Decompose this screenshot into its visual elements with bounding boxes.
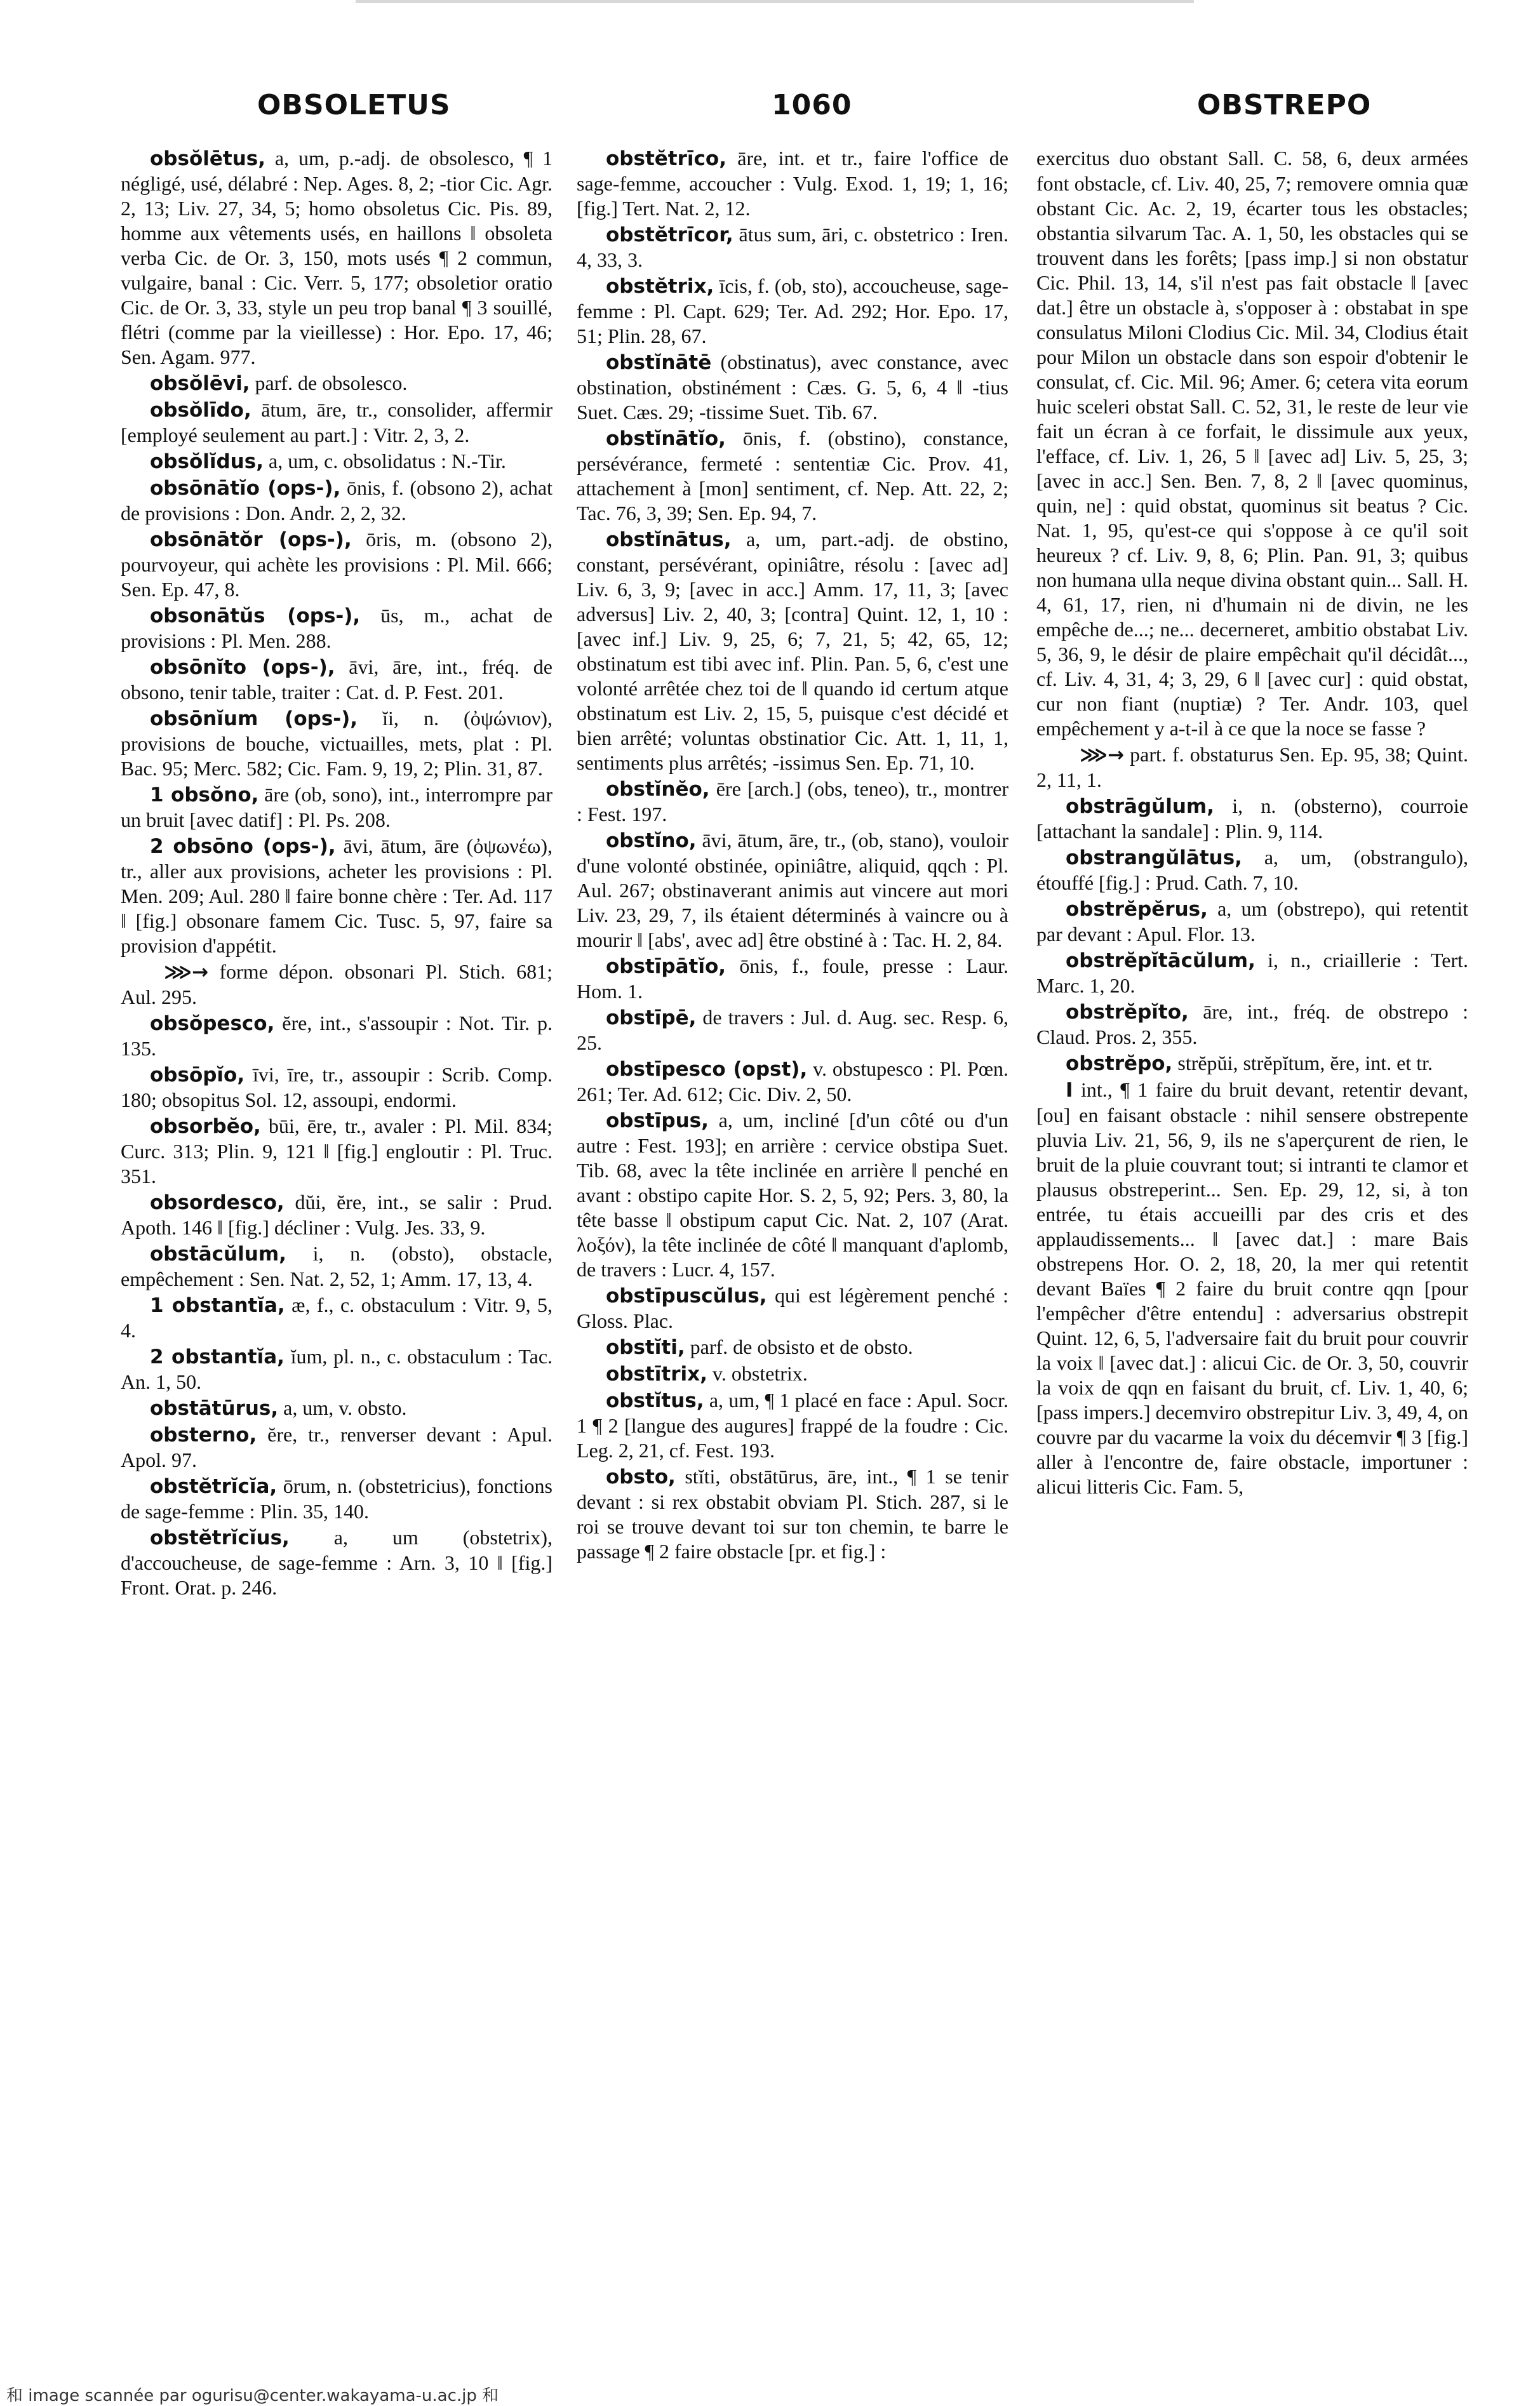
entry-headword: obstĭti, <box>606 1336 685 1359</box>
header-guide-word-left: OBSOLETUS <box>257 89 451 121</box>
scan-footer <box>0 2380 1540 2405</box>
entry-definition: v. obstupesco : Pl. Pœn. 261; Ter. Ad. 612; Cic. Div. 2, 50. <box>577 1057 1008 1106</box>
dictionary-entry <box>121 1190 552 1240</box>
entry-headword: obstĕtrīco, <box>606 147 726 170</box>
dictionary-entry <box>1036 794 1468 844</box>
entry-definition: a, um, p.-adj. de obsolesco, ¶ 1 négligé, usé, délabré : Nep. Ages. 8, 2; -tior Cic. Agr. 2, 13; Liv. 27, 34, 5; homo obsoletus Cic. Pis. 89, homme aux vêtements usés, en haillons ‖ obsoleta verba Cic. de Or. 3, 150, mots usés ¶ 2 commun, vulgaire, banal : Cic. Verr. 5, 177; obsoletior oratio Cic. de Or. 3, 33, style un peu trop banal ¶ 3 souillé, flétri (comme par la vieillesse) : Hor. Epo. 17, 46; Sen. Agam. 977. <box>121 147 552 368</box>
dictionary-entry <box>1036 1051 1468 1076</box>
entry-headword: obstĭno, <box>606 829 697 852</box>
footer-credit: 和 image scannée par ogurisu@center.wakayama-u.ac.jp 和 <box>6 2386 499 2405</box>
entry-headword: obstĕtrĭcĭus, <box>150 1527 290 1549</box>
entry-definition: i, n. (obsto), obstacle, empêchement : Sen. Nat. 2, 52, 1; Amm. 17, 13, 4. <box>121 1242 552 1290</box>
page-header <box>0 89 1540 140</box>
entry-headword: obstrangŭlātus, <box>1066 846 1242 869</box>
dictionary-entry <box>577 1335 1008 1360</box>
dictionary-entry <box>577 1388 1008 1463</box>
top-rule <box>356 0 1194 3</box>
dictionary-entry <box>121 959 552 1010</box>
dictionary-entry <box>577 828 1008 952</box>
entry-headword: obstĕtrīcor, <box>606 224 733 246</box>
entry-headword: 1 obstantĭa, <box>150 1294 285 1317</box>
entry-headword: 1 obsŏno, <box>150 784 259 806</box>
dictionary-entry <box>121 1344 552 1394</box>
dictionary-entry <box>577 777 1008 827</box>
dictionary-entry <box>121 655 552 705</box>
dictionary-entry <box>577 954 1008 1004</box>
entry-definition: æ, f., c. obstaculum : Vitr. 9, 5, 4. <box>121 1293 552 1342</box>
entry-headword: 2 obstantĭa, <box>150 1346 285 1368</box>
entry-definition: a, um, c. obsolidatus : N.-Tir. <box>268 450 506 472</box>
entry-headword: obsorbĕo, <box>150 1115 261 1138</box>
entry-definition: būi, ēre, tr., avaler : Pl. Mil. 834; Curc. 313; Plin. 9, 121 ‖ [fig.] engloutir : Pl. Truc. 351. <box>121 1114 552 1187</box>
entry-definition: int., ¶ 1 faire du bruit devant, retentir devant, [ou] en faisant obstacle : nihil sensere obstrepente pluvia Liv. 21, 56, 9, ils ne s'aperçurent de rien, le bruit de la pluie couvrant tout; si intranti te clamor et plausus obstreperint... Sen. Ep. 29, 12, si, à ton entrée, tu étais accueilli par des cris et des applaudissements... ‖ [avec dat.] : mare Bais obstrepens Hor. O. 2, 18, 20, la mer qui retentit devant Baïes ¶ 2 faire du bruit contre qqn [pour l'empêcher d'être entendu] : adversarius obstrepit Quint. 12, 6, 5, l'adversaire fait du bruit pour couvrir la voix ‖ [avec dat.] : alicui Cic. de Or. 3, 50, couvrir la voix de qqn en faisant du bruit, cf. Liv. 1, 40, 6; [pass impers.] decemviro obstrepitur Liv. 3, 49, 4, on couvre par du vacarme la voix du décemvir ¶ 3 [fig.] aller à l'encontre de, faire obstacle, importuner : alicui litteris Cic. Fam. 5, <box>1036 1078 1468 1498</box>
entry-headword: obstĭtus, <box>606 1389 704 1412</box>
dictionary-entry <box>1036 999 1468 1050</box>
entry-headword: obsŏlēvi, <box>150 372 250 395</box>
dictionary-entry <box>121 1011 552 1061</box>
dictionary-entry <box>1036 948 1468 998</box>
entry-definition: parf. de obsisto et de obsto. <box>690 1335 913 1358</box>
entry-definition: ātum, āre, tr., consolider, affermir [employé seulement au part.] : Vitr. 2, 3, 2. <box>121 398 552 446</box>
entry-definition: ĕre, int., s'assoupir : Not. Tir. p. 135. <box>121 1012 552 1060</box>
entry-definition: a, um, v. obsto. <box>283 1396 407 1419</box>
entry-headword: obstĕtrix, <box>606 275 714 298</box>
entry-definition: ōris, m. (obsono 2), pourvoyeur, qui achète les provisions : Pl. Mil. 666; Sen. Ep. 47, 8. <box>121 528 552 601</box>
entry-headword: ⋙→ <box>1080 744 1125 766</box>
entry-definition: āvi, ātum, āre (ὀψωνέω), tr., aller aux provisions, acheter les provisions : Pl. Men. 209; Aul. 280 ‖ faire bonne chère : Ter. Ad. 117 ‖ [fig.] obsonare famem Cic. Tusc. 5, 97, faire sa provision d'appétit. <box>121 834 552 957</box>
dictionary-entry <box>121 398 552 448</box>
entry-definition: āvi, ātum, āre, tr., (ob, stano), vouloir d'une volonté obstinée, opiniâtre, aliquid, qqch : Pl. Aul. 267; obstinaverant animis aut vincere aut mori Liv. 23, 29, 7, ils étaient déterminés à vaincre ou à mourir ‖ [abs', avec ad] être obstiné à : Tac. H. 2, 84. <box>577 829 1008 951</box>
entry-headword: I <box>1066 1079 1073 1102</box>
entry-headword: obsōnĭto (ops-), <box>150 656 335 679</box>
entry-definition: a, um (obstrepo), qui retentit par devant : Apul. Flor. 13. <box>1036 897 1468 946</box>
entry-headword: obstĭnĕo, <box>606 778 710 801</box>
page-number: 1060 <box>772 89 852 121</box>
entry-headword: obsŏlētus, <box>150 147 266 170</box>
dictionary-entry <box>121 476 552 526</box>
dictionary-entry <box>121 1062 552 1113</box>
entry-definition: (obstinatus), avec constance, avec obstination, obstinément : Cæs. G. 5, 6, 4 ‖ -tius Suet. Cæs. 29; -tissime Suet. Tib. 67. <box>577 351 1008 424</box>
entry-definition: ōnis, f. (obstino), constance, persévérance, fermeté : sententiæ Cic. Prov. 41, attachement à [mon] sentiment, cf. Nep. Att. 22, 2; Tac. 76, 3, 39; Sen. Ep. 94, 7. <box>577 427 1008 525</box>
entry-definition: part. f. obstaturus Sen. Ep. 95, 38; Quint. 2, 11, 1. <box>1036 743 1468 791</box>
entry-definition: ōrum, n. (obstetricius), fonctions de sage-femme : Plin. 35, 140. <box>121 1474 552 1523</box>
dictionary-entry <box>577 222 1008 272</box>
dictionary-entry <box>121 1422 552 1473</box>
dictionary-entry <box>1036 742 1468 792</box>
dictionary-entry <box>121 1525 552 1600</box>
dictionary-entry <box>577 350 1008 425</box>
entry-definition: a, um, ¶ 1 placé en face : Apul. Socr. 1 ¶ 2 [langue des augures] frappé de la foudre : Cic. Leg. 2, 21, cf. Fest. 193. <box>577 1389 1008 1462</box>
entry-headword: obsŏlīdo, <box>150 399 251 422</box>
entry-headword: obstrĕpĕrus, <box>1066 898 1208 921</box>
entry-definition: ĕre, tr., renverser devant : Apul. Apol. 97. <box>121 1423 552 1471</box>
entry-definition: exercitus duo obstant Sall. C. 58, 6, deux armées font obstacle, cf. Liv. 40, 25, 7; removere omnia quæ obstant Cic. Ac. 2, 19, écarter tous les obstacles; obstantia silvarum Tac. A. 1, 50, les obstacles qui se trouvent dans les forêts; [pass imp.] si non obstatur Cic. Phil. 13, 14, s'il n'est pas fait obstacle ‖ [avec dat.] être un obstacle à, s'opposer à : obstabat in spe consulatus Miloni Clodius Cic. Mil. 34, Clodius était pour Milon un obstacle dans son espoir d'obtenir le consulat, cf. Cic. Mil. 96; Amer. 6; cetera vita eorum huic sceleri obstat Sall. C. 52, 31, le reste de leur vie fait un écran à ce forfait, le dissimule aux yeux, l'efface, cf. Liv. 1, 26, 5 ‖ [avec ad] Liv. 5, 25, 3; [avec in acc.] Sen. Ben. 7, 8, 2 ‖ [avec quominus, quin, ne] : quid obstat, quominus sit beatus ? Cic. Nat. 1, 95, qu'est-ce qui s'oppose à ce qu'il soit heureux ? cf. Liv. 9, 8, 6; Plin. Pan. 91, 3; quibus non humana ulla neque divina obstant quin... Sall. H. 4, 61, 17, rien, ni d'humain ni de divin, ne les empêche de...; ne... decerneret, ambitio obstabat Liv. 5, 36, 9, le désir de plaire empêchait qu'il décidât..., cf. Liv. 4, 31, 4; 3, 29, 6 ‖ [avec cur] : quid obstat, cur non fiant (nuptiæ) ? Ter. Andr. 103, quel empêchement y a-t-il à ce que la noce se fasse ? <box>1036 147 1468 740</box>
header-guide-word-right: OBSTREPO <box>1197 89 1372 121</box>
dictionary-entry <box>121 371 552 396</box>
entry-definition: āre (ob, sono), int., interrompre par un bruit [avec datif] : Pl. Ps. 208. <box>121 783 552 831</box>
dictionary-entry <box>121 834 552 958</box>
entry-headword: obsto, <box>606 1466 676 1488</box>
entry-headword: obstrĕpĭto, <box>1066 1001 1189 1024</box>
column-3 <box>1036 146 1468 2330</box>
entry-definition: a, um, part.-adj. de obstino, constant, persévérant, opiniâtre, résolu : [avec ad] Liv. 6, 3, 9; [avec in acc.] Amm. 17, 11, 3; [avec adversus] Liv. 2, 40, 3; [contra] Quint. 12, 1, 10 : [avec inf.] Liv. 9, 25, 6; 7, 21, 5; 42, 65, 12; obstinatum est tibi avec inf. Plin. Pan. 5, 6, c'est une volonté arrêtée chez toi de ‖ quando id certum atque obstinatum est Liv. 2, 15, 5, puisque c'est décidé et bien arrêté; voluntas obstinatior Cic. Att. 1, 11, 1, sentiments plus arrêtés; -issimus Sen. Ep. 71, 10. <box>577 528 1008 774</box>
dictionary-entry <box>1036 1078 1468 1499</box>
dictionary-entry <box>577 1464 1008 1564</box>
entry-headword: obstrāgŭlum, <box>1066 795 1214 818</box>
entry-definition: a, um, incliné [d'un côté ou d'un autre : Fest. 193]; en arrière : cervice obstipa Suet. Tib. 68, avec la tête inclinée en arrière ‖ penché en avant : obstipo capite Hor. S. 2, 5, 92; Pers. 3, 80, la tête basse ‖ obstipum caput Cic. Nat. 2, 107 (Arat. λοξόν), la tête inclinée de côté ‖ manquant d'aplomb, de travers : Lucr. 4, 157. <box>577 1109 1008 1281</box>
dictionary-entry <box>121 1474 552 1524</box>
entry-headword: obsterno, <box>150 1424 257 1447</box>
entry-definition: forme dépon. obsonari Pl. Stich. 681; Aul. 295. <box>121 960 552 1008</box>
entry-definition: ēre [arch.] (obs, teneo), tr., montrer : Fest. 197. <box>577 777 1008 825</box>
entry-definition: strĕpŭi, strĕpĭtum, ĕre, int. et tr. <box>1177 1052 1433 1074</box>
dictionary-entry <box>577 527 1008 775</box>
column-2 <box>577 146 1008 2330</box>
dictionary-entry <box>577 1283 1008 1333</box>
dictionary-entry <box>577 1005 1008 1055</box>
dictionary-entry <box>121 1241 552 1292</box>
entry-headword: obsōnātŏr (ops-), <box>150 528 352 551</box>
entry-definition: parf. de obsolesco. <box>255 371 408 394</box>
entry-headword: obstrĕpo, <box>1066 1052 1173 1075</box>
entry-definition: de travers : Jul. d. Aug. sec. Resp. 6, 25. <box>577 1006 1008 1054</box>
entry-definition: āre, int., fréq. de obstrepo : Claud. Pros. 2, 355. <box>1036 1000 1468 1048</box>
entry-headword: 2 obsōno (ops-), <box>150 835 336 858</box>
entry-headword: obstĭnātus, <box>606 528 732 551</box>
entry-definition: a, um, (obstrangulo), étouffé [fig.] : Prud. Cath. 7, 10. <box>1036 846 1468 894</box>
entry-definition: ōnis, f. (obsono 2), achat de provisions : Don. Andr. 2, 2, 32. <box>121 476 552 525</box>
dictionary-entry <box>121 1396 552 1421</box>
entry-headword: obstātūrus, <box>150 1397 279 1420</box>
entry-headword: ⋙→ <box>164 961 209 984</box>
entry-headword: obstĭnātē <box>606 351 712 374</box>
entry-headword: obstītrix, <box>606 1363 707 1386</box>
entry-definition: i, n. (obsterno), courroie [attachant la sandale] : Plin. 9, 114. <box>1036 794 1468 843</box>
dictionary-entry <box>577 426 1008 526</box>
entry-headword: obstĭnātĭo, <box>606 427 726 450</box>
dictionary-entry <box>121 146 552 370</box>
dictionary-entry <box>1036 146 1468 741</box>
entry-headword: obstĕtrĭcĭa, <box>150 1475 278 1498</box>
dictionary-entry <box>121 527 552 602</box>
dictionary-entry <box>121 449 552 474</box>
entry-headword: obsōnātĭo (ops-), <box>150 477 341 500</box>
dictionary-entry <box>121 706 552 781</box>
entry-definition: dŭi, ĕre, int., se salir : Prud. Apoth. 146 ‖ [fig.] décliner : Vulg. Jes. 33, 9. <box>121 1191 552 1239</box>
entry-definition: ūs, m., achat de provisions : Pl. Men. 288. <box>121 604 552 652</box>
dictionary-entry <box>1036 845 1468 895</box>
entry-headword: obsōpĭo, <box>150 1064 245 1086</box>
dictionary-entry <box>121 782 552 832</box>
dictionary-entry <box>1036 897 1468 947</box>
dictionary-entry <box>121 1293 552 1343</box>
entry-definition: stĭti, obstātūrus, āre, int., ¶ 1 se tenir devant : si rex obstabit obviam Pl. Stich. 287, si le roi se trouve devant toi sur ton chemin, te barre le passage ¶ 2 faire obstacle [pr. et fig.] : <box>577 1465 1008 1563</box>
entry-headword: obsŏpesco, <box>150 1012 275 1035</box>
column-1 <box>121 146 552 2330</box>
entry-headword: obstīpātĭo, <box>606 955 726 978</box>
entry-definition: ātus sum, āri, c. obstetrico : Iren. 4, 33, 3. <box>577 223 1008 271</box>
entry-definition: īvi, īre, tr., assoupir : Scrib. Comp. 180; obsopitus Sol. 12, assoupi, endormi. <box>121 1063 552 1111</box>
entry-definition: ĭum, pl. n., c. obstaculum : Tac. An. 1, 50. <box>121 1345 552 1393</box>
entry-headword: obsōnĭum (ops-), <box>150 707 358 730</box>
entry-definition: ōnis, f., foule, presse : Laur. Hom. 1. <box>577 954 1008 1003</box>
entry-headword: obsonātŭs (ops-), <box>150 605 361 627</box>
entry-definition: ĭi, n. (ὀψώνιον), provisions de bouche, victuailles, mets, plat : Pl. Bac. 95; Merc. 582; Cic. Fam. 9, 19, 2; Plin. 31, 87. <box>121 707 552 780</box>
dictionary-entry <box>577 1057 1008 1107</box>
entry-definition: īcis, f. (ob, sto), accoucheuse, sage-femme : Pl. Capt. 629; Ter. Ad. 292; Hor. Epo. 17, 51; Plin. 28, 67. <box>577 274 1008 347</box>
entry-headword: obsordesco, <box>150 1191 285 1214</box>
dictionary-entry <box>577 1361 1008 1387</box>
entry-headword: obstrĕpĭtācŭlum, <box>1066 949 1255 972</box>
entry-definition: v. obstetrix. <box>712 1362 808 1385</box>
entry-headword: obstīpus, <box>606 1109 709 1132</box>
entry-headword: obstīpē, <box>606 1006 697 1029</box>
entry-headword: obstīpuscŭlus, <box>606 1285 767 1307</box>
dictionary-entry <box>121 603 552 653</box>
entry-definition: āre, int. et tr., faire l'office de sage-femme, accoucher : Vulg. Exod. 1, 19; 1, 16; [fig.] Tert. Nat. 2, 12. <box>577 147 1008 220</box>
entry-headword: obstīpesco (opst), <box>606 1058 808 1081</box>
entry-definition: i, n., criaillerie : Tert. Marc. 1, 20. <box>1036 949 1468 997</box>
entry-definition: a, um (obstetrix), d'accoucheuse, de sage-femme : Arn. 3, 10 ‖ [fig.] Front. Orat. p. 246. <box>121 1526 552 1599</box>
dictionary-entry <box>121 1114 552 1189</box>
dictionary-entry <box>577 1108 1008 1282</box>
entry-headword: obsŏlĭdus, <box>150 450 264 473</box>
entry-definition: āvi, āre, int., fréq. de obsono, tenir table, traiter : Cat. d. P. Fest. 201. <box>121 655 552 704</box>
dictionary-entry <box>577 274 1008 349</box>
entry-headword: obstācŭlum, <box>150 1243 286 1266</box>
dictionary-entry <box>577 146 1008 221</box>
entry-definition: qui est légèrement penché : Gloss. Plac. <box>577 1284 1008 1332</box>
